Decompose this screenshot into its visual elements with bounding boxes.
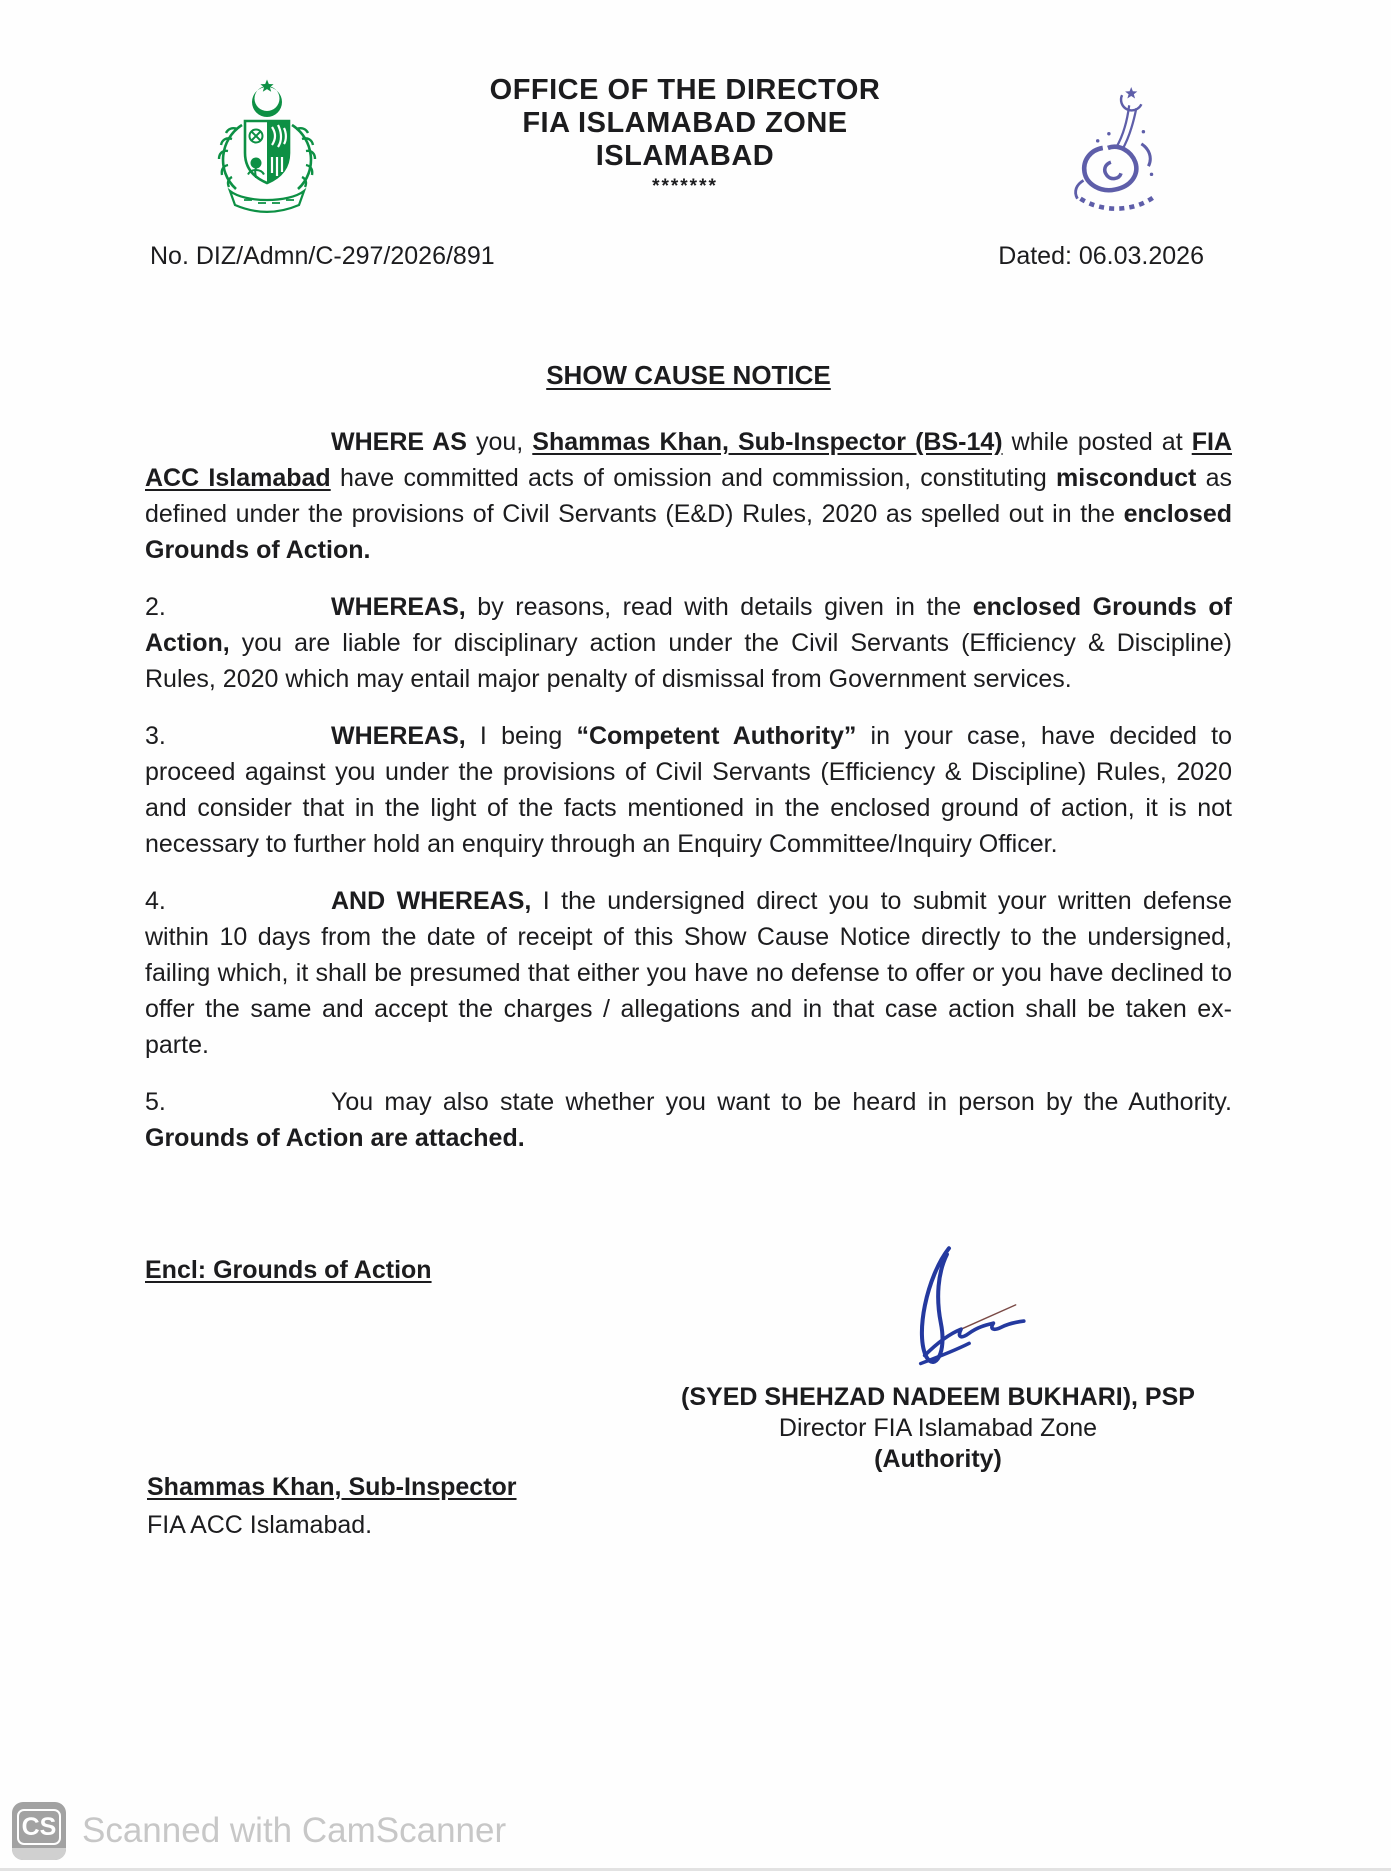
signatory-block xyxy=(645,1382,1231,1475)
paragraph-3-number: 3. xyxy=(145,722,166,750)
signatory-name: (SYED SHEHZAD NADEEM BUKHARI), PSP xyxy=(681,1383,1195,1411)
camscanner-watermark-text: Scanned with CamScanner xyxy=(82,1811,507,1850)
date-label: Dated: 06.03.2026 xyxy=(998,242,1204,270)
paragraph-2 xyxy=(145,589,1232,697)
letterhead xyxy=(430,74,940,198)
paragraph-3 xyxy=(145,718,1232,862)
paragraph-4 xyxy=(145,883,1232,1063)
paragraph-1-text: WHERE AS you, Shammas Khan, Sub-Inspector (BS-14) while posted at FIA ACC Islamabad have committed acts of omission and commission, constituting misconduct as defined under the provisions of Civil Servants (E&D) Rules, 2020 as spelled out in the enclosed Grounds of Action. xyxy=(145,428,1232,564)
paragraph-5-text: You may also state whether you want to be heard in person by the Authority. Grounds of Action are attached. xyxy=(145,1088,1232,1152)
paragraph-3-text: WHEREAS, I being “Competent Authority” in your case, have decided to proceed against you under the provisions of Civil Servants (Efficiency & Discipline) Rules, 2020 and consider that in the light of the facts mentioned in the enclosed ground of action, it is not necessary to further hold an enquiry through an Enquiry Committee/Inquiry Officer. xyxy=(145,722,1233,858)
signatory-designation: Director FIA Islamabad Zone xyxy=(778,1414,1098,1442)
paragraph-2-text: WHEREAS, by reasons, read with details given in the enclosed Grounds of Action, you are liable for disciplinary action under the Civil Servants (Efficiency & Discipline) Rules, 2020 which may entail major penalty of dismissal from Government services. xyxy=(145,593,1232,693)
fia-calligraphy-stamp-icon xyxy=(1050,84,1184,220)
notice-body xyxy=(145,424,1232,1177)
addressee-name: Shammas Khan, Sub-Inspector xyxy=(147,1473,517,1501)
camscanner-logo-icon xyxy=(12,1802,66,1860)
camscanner-logo-frame xyxy=(17,1809,61,1845)
handwritten-signature-icon xyxy=(862,1242,1044,1384)
paragraph-5-number: 5. xyxy=(145,1088,166,1116)
paragraph-2-number: 2. xyxy=(145,593,166,621)
letterhead-separator: ******* xyxy=(652,176,718,197)
paragraph-5 xyxy=(145,1084,1232,1156)
paragraph-1 xyxy=(145,424,1232,568)
reference-number: No. DIZ/Admn/C-297/2026/891 xyxy=(150,242,495,270)
camscanner-logo-band xyxy=(12,1848,66,1860)
camscanner-logo-letters: CS xyxy=(21,1812,57,1841)
addressee-block xyxy=(147,1468,517,1544)
letterhead-line3: ISLAMABAD xyxy=(595,140,775,172)
addressee-office: FIA ACC Islamabad. xyxy=(147,1511,373,1539)
notice-title: SHOW CAUSE NOTICE xyxy=(546,360,831,390)
reference-row xyxy=(150,242,1230,271)
letterhead-line2: FIA ISLAMABAD ZONE xyxy=(522,107,848,139)
signatory-authority: (Authority) xyxy=(874,1445,1002,1473)
letterhead-line1: OFFICE OF THE DIRECTOR xyxy=(489,74,881,106)
paragraph-4-text: AND WHEREAS, I the undersigned direct you to submit your written defense within 10 days from the date of receipt of this Show Cause Notice directly to the undersigned, failing which, it shall be presumed that either you have no defense to offer or you have declined to offer the same and accept the charges / allegations and in that case action shall be taken ex-parte. xyxy=(145,887,1233,1059)
paragraph-4-number: 4. xyxy=(145,887,166,915)
camscanner-footer xyxy=(12,1802,506,1860)
pakistan-state-emblem-icon xyxy=(200,76,334,226)
enclosure-line: Encl: Grounds of Action xyxy=(145,1256,432,1284)
